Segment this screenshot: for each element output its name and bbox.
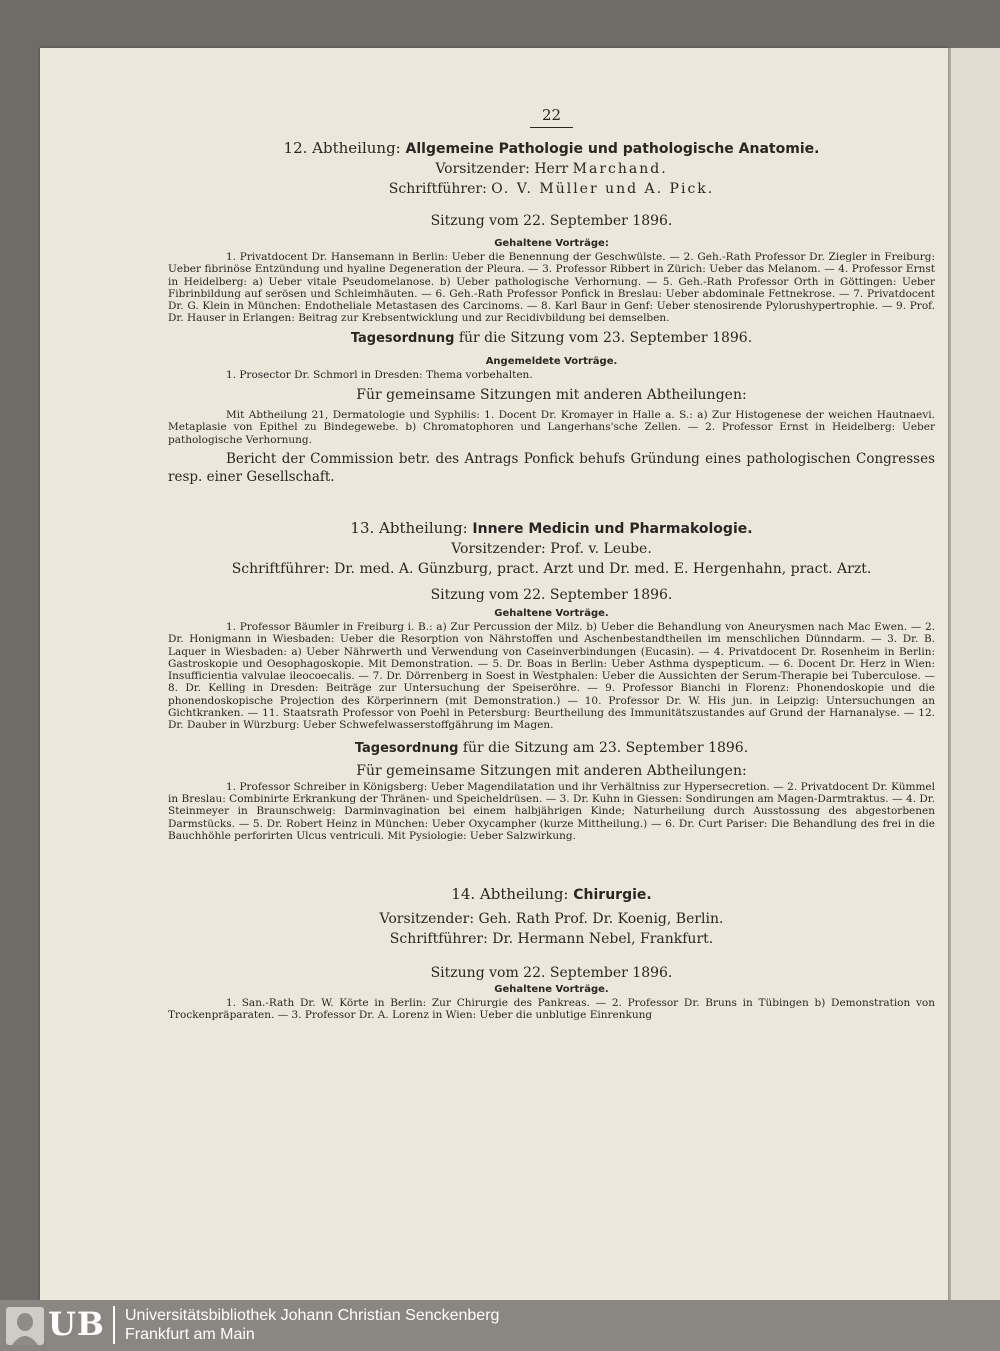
page-number: 22 bbox=[168, 106, 935, 124]
section-12-bericht: Bericht der Commission betr. des Antrags Ponfick behufs Gründung eines pathologischen Congresses resp. einer Gesellschaft. bbox=[168, 450, 935, 485]
section-13-lectures: 1. Professor Bäumler in Freiburg i. B.: a) Zur Percussion der Milz. b) Ueber die Behandlung von Aneurysmen nach Mac Ewen. — 2. Dr. Honigmann in Wiesbaden: Ueber die Resorption von Nährstoffen und Aschenbestandtheilen im menschlichen Dünndarm. — 3. Dr. B. Laquer in Wiesbaden: a) Ueber Nährwerth und Verwendung von Caseinverbindungen (Eucasin). — 4. Privatdocent Dr. Rosenheim in Berlin: Gastroskopie und Oesophagoskopie. Mit Demonstration. — 5. Dr. Boas in Berlin: Ueber Asthma dyspepticum. — 6. Docent Dr. Herz in Wien: Insufficientia valvulae ileocoecalis. — 7. Dr. Dörrenberg in Soest in Westphalen: Ueber die Aussichten der Serum-Therapie bei Tuberculose. — 8. Dr. Kelling in Dresden: Beiträge zur Untersuchung der Speiseröhre. — 9. Professor Bianchi in Florenz: Phonendoskopie und die phonendoskopische Projection des Körperinnern (mit Demonstration.) — 10. Professor Dr. W. His jun. in Leipzig: Untersuchungen an Gichtkranken. — 11. Staatsrath Professor von Poehl in Petersburg: Beurtheilung des Immunitätszustandes auf Grund der Harnanalyse. — 12. Dr. Dauber in Würzburg: Ueber Schwefelwasserstoffgährung im Magen. bbox=[168, 620, 935, 732]
section-14-heading: 14. Abtheilung: Chirurgie. bbox=[451, 885, 652, 904]
page-content bbox=[168, 106, 935, 1022]
section-12-gemeinsam: Für gemeinsame Sitzungen mit anderen Abtheilungen: bbox=[356, 387, 747, 404]
adjacent-page-edge bbox=[948, 48, 1000, 1300]
section-13-gemeinsam: Für gemeinsame Sitzungen mit anderen Abtheilungen: bbox=[356, 762, 747, 779]
section-12-gemeinsam-text: Mit Abtheilung 21, Dermatologie und Syphilis: 1. Docent Dr. Kromayer in Halle a. S.: a) Zur Histogenese der weichen Hautnaevi. Metaplasie von Epithel zu Bindegewebe. b) Chromatophoren und Langerhans'sche Zellen. — 2. Professor Ernst in Heidelberg: Ueber pathologische Verhornung. bbox=[168, 409, 935, 446]
portrait-icon bbox=[6, 1307, 44, 1345]
section-14-chair: Vorsitzender: Geh. Rath Prof. Dr. Koenig, Berlin. bbox=[379, 911, 724, 928]
section-14-secretaries: Schriftführer: Dr. Hermann Nebel, Frankfurt. bbox=[389, 931, 714, 948]
ub-logo-text: UB bbox=[48, 1305, 105, 1343]
section-13-heading: 13. Abtheilung: Innere Medicin und Pharmakologie. bbox=[350, 518, 753, 537]
section-13-gehaltene: Gehaltene Vorträge. bbox=[494, 607, 609, 619]
section-12-angemeldete: Angemeldete Vorträge. bbox=[485, 355, 618, 367]
footer-separator bbox=[113, 1306, 115, 1344]
section-12-secretaries: Schriftführer: O. V. Müller und A. Pick. bbox=[388, 181, 715, 197]
section-13-secretaries: Schriftführer: Dr. med. A. Günzburg, pract. Arzt und Dr. med. E. Hergenhahn, pract. Arzt. bbox=[231, 560, 872, 577]
section-13-chair: Vorsitzender: Prof. v. Leube. bbox=[451, 540, 652, 557]
section-13-gemeinsam-text: 1. Professor Schreiber in Königsberg: Ueber Magendilatation und ihr Verhältniss zur Hypersecretion. — 2. Privatdocent Dr. Kümmel in Breslau: Combinirte Erkrankung der Thränen- und Speicheldrüsen. — 3. Dr. Kuhn in Giessen: Sondirungen am Magen-Darmtraktus. — 4. Dr. Steinmeyer in Braunschweig: Darminvagination bei einem halbjährigen Kinde; Naturheilung durch Ausstossung des abgestorbenen Darmstücks. — 5. Dr. Robert Heinz in München: Ueber Oxycampher (kurze Mittheilung.) — 6. Dr. Curt Pariser: Die Behandlung des frei in die Bauchhöhle perforirten Ulcus ventriculi. Mit Pysiologie: Ueber Salzwirkung. bbox=[168, 780, 935, 842]
section-12-heading: 12. Abtheilung: Allgemeine Pathologie und pathologische Anatomie. bbox=[283, 139, 820, 157]
section-12-gehaltene: Gehaltene Vorträge: bbox=[494, 238, 609, 249]
section-12-angemeldete-text: 1. Prosector Dr. Schmorl in Dresden: Thema vorbehalten. bbox=[226, 368, 533, 381]
section-12-lectures: 1. Privatdocent Dr. Hansemann in Berlin: Ueber die Benennung der Geschwülste. — 2. Geh.-Rath Professor Dr. Ziegler in Freiburg: Ueber fibrinöse Entzündung und hyaline Degeneration der Pleura. — 3. Professor Ribbert in Zürich: Ueber das Melanom. — 4. Professor Ernst in Heidelberg: a) Ueber vitale Pseudomelanose. b) Ueber pathologische Verhornung. — 5. Geh.-Rath Professor Orth in Göttingen: Ueber Fibrinbildung auf serösen und Schleimhäuten. — 6. Geh.-Rath Professor Ponfick in Breslau: Ueber abdominale Fettnekrose. — 7. Privatdocent Dr. G. Klein in München: Endotheliale Metastasen des Carcinoms. — 8. Karl Baur in Genf: Ueber stenosirende Pylorushypertrophie. — 9. Prof. Dr. Hauser in Erlangen: Beitrag zur Krebsentwicklung und zur Recidivbildung bei demselben. bbox=[168, 251, 935, 325]
section-14-lectures: 1. San.-Rath Dr. W. Körte in Berlin: Zur Chirurgie des Pankreas. — 2. Professor Dr. Bruns in Tübingen b) Demonstration von Trockenpräparaten. — 3. Professor Dr. A. Lorenz in Wien: Ueber die unblutige Einrenkung bbox=[168, 997, 935, 1022]
section-12-chair: Vorsitzender: Herr Marchand. bbox=[435, 161, 668, 177]
section-13-sitzung: Sitzung vom 22. September 1896. bbox=[430, 586, 673, 603]
section-13-tagesordnung: Tagesordnung für die Sitzung am 23. September 1896. bbox=[354, 739, 749, 756]
section-14-sitzung: Sitzung vom 22. September 1896. bbox=[430, 965, 673, 982]
library-footer bbox=[0, 1300, 1000, 1351]
section-14-gehaltene: Gehaltene Vorträge. bbox=[494, 984, 609, 996]
document-page bbox=[40, 48, 948, 1300]
library-name: Universitätsbibliothek Johann Christian Senckenberg bbox=[125, 1307, 500, 1324]
section-12-sitzung: Sitzung vom 22. September 1896. bbox=[430, 213, 673, 229]
ub-logo[interactable] bbox=[6, 1305, 116, 1345]
library-city: Frankfurt am Main bbox=[125, 1326, 255, 1343]
section-12-tagesordnung: Tagesordnung für die Sitzung vom 23. September 1896. bbox=[350, 329, 753, 346]
